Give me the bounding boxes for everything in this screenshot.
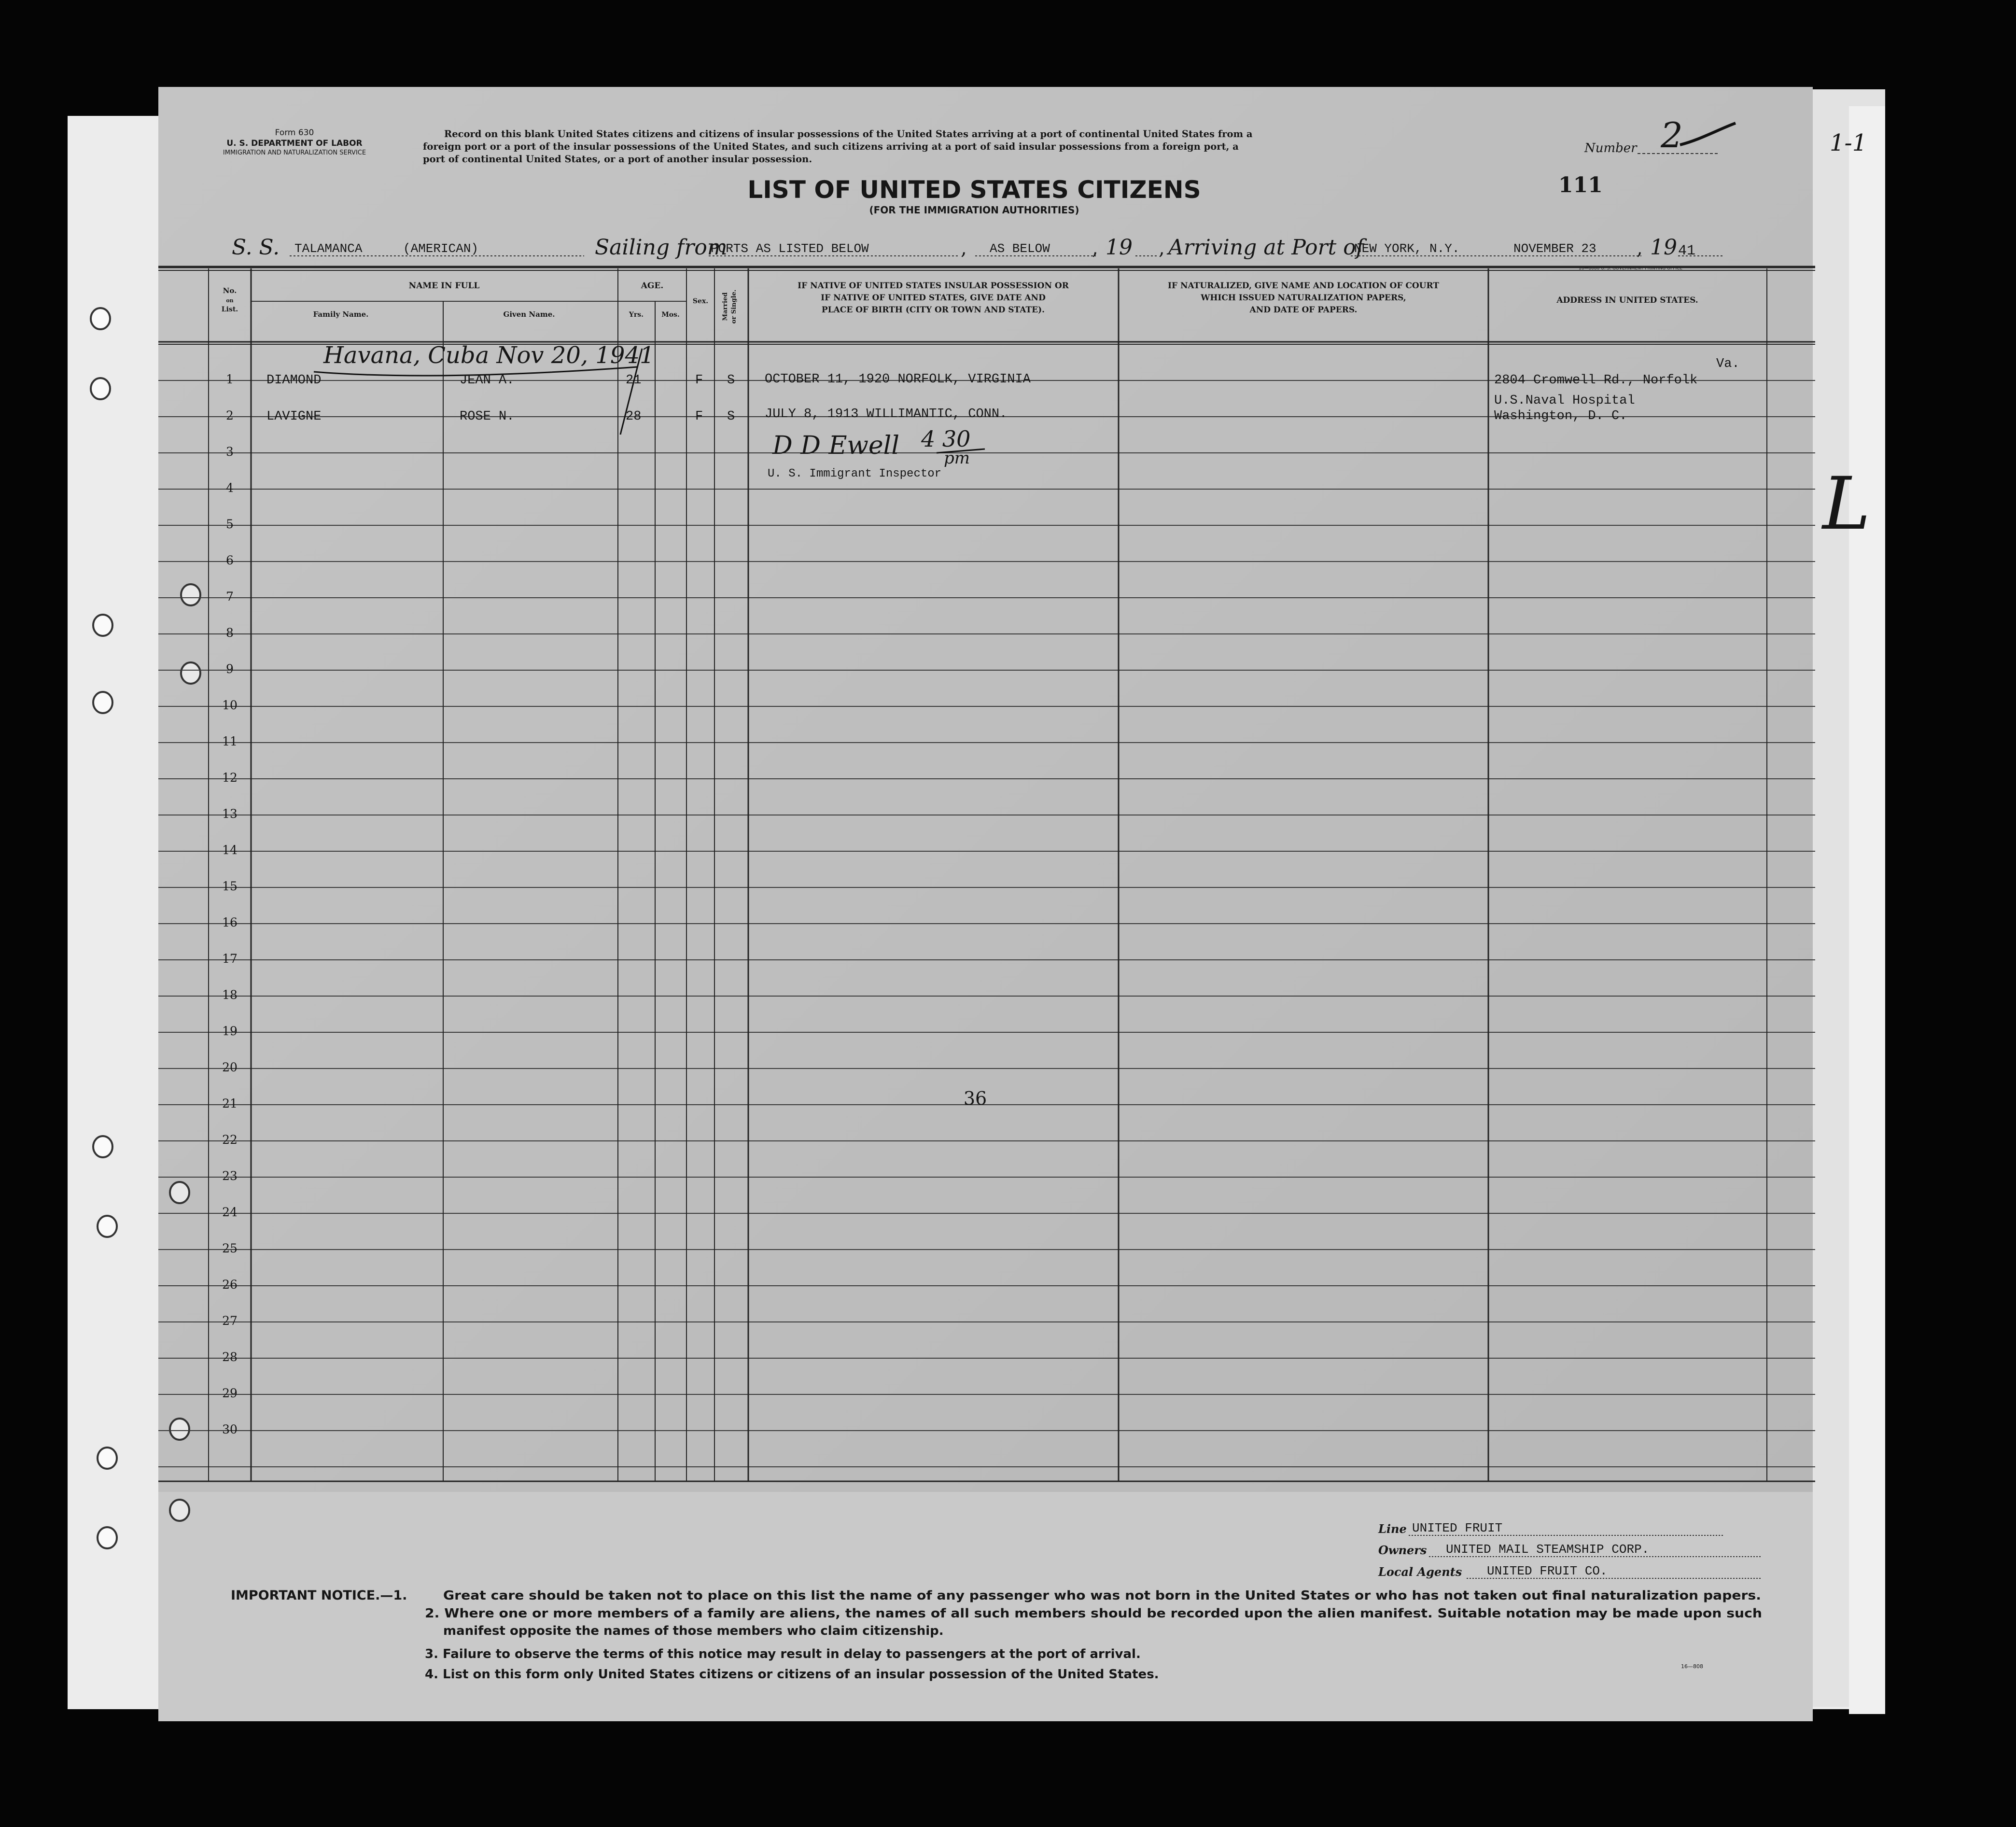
col-sex: Sex. xyxy=(692,297,709,305)
binder-hole xyxy=(170,1419,189,1440)
notice-line-3: manifest opposite the names of those members who claim citizenship. xyxy=(443,1624,944,1638)
binder-hole xyxy=(93,1136,112,1157)
row-number: 27 xyxy=(222,1314,238,1328)
row-number: 2 xyxy=(226,408,234,422)
row-number: 11 xyxy=(222,734,238,748)
col-native-1: IF NATIVE OF UNITED STATES INSULAR POSSESSION OR xyxy=(798,281,1069,291)
address-line-1: U.S.Naval Hospital xyxy=(1494,394,1635,408)
sex: F xyxy=(695,409,703,424)
page-subtitle: (FOR THE IMMIGRATION AUTHORITIES) xyxy=(869,204,1079,216)
inspector-time-suffix: pm xyxy=(944,449,970,468)
col-no-1: No. xyxy=(223,286,237,295)
address-state: Va. xyxy=(1716,357,1740,371)
binder-hole xyxy=(91,308,110,329)
col-married-1: Married xyxy=(722,292,729,321)
row-number: 1 xyxy=(226,372,234,386)
notice-line-5: 4. List on this form only United States citizens or citizens of an insular possession of the United States. xyxy=(425,1667,1159,1682)
col-naturalized-3: AND DATE OF PAPERS. xyxy=(1249,305,1358,315)
print-code: 16—808 xyxy=(1681,1663,1703,1670)
marital-status: S xyxy=(727,373,735,388)
side-mark: L xyxy=(1822,462,1871,546)
row-number: 7 xyxy=(226,590,234,604)
notice-line-1: Great care should be taken not to place on this list the name of any passenger who was not born in the United States or who has not taken out final naturalization papers. xyxy=(443,1588,1761,1603)
binder-hole xyxy=(93,692,112,713)
family-name: LAVIGNE xyxy=(266,409,322,424)
number-value: 2 xyxy=(1661,115,1683,155)
age-years: 28 xyxy=(626,409,642,424)
arrival-port: NEW YORK, N.Y. xyxy=(1354,241,1460,256)
binder-hole xyxy=(98,1216,117,1237)
center-stamp: 36 xyxy=(963,1088,987,1109)
department: U. S. DEPARTMENT OF LABOR xyxy=(226,139,363,148)
form-id: Form 630 xyxy=(275,128,314,138)
sailing-date: AS BELOW xyxy=(990,241,1050,256)
birth-info: JULY 8, 1913 WILLIMANTIC, CONN. xyxy=(765,407,1008,422)
line-value: UNITED FRUIT xyxy=(1412,1521,1503,1535)
row-number: 30 xyxy=(222,1422,238,1436)
row-number: 17 xyxy=(222,952,238,966)
inspector-title: U. S. Immigrant Inspector xyxy=(768,467,942,480)
year-prefix-1: 19 xyxy=(1106,235,1133,260)
corner-mark: 1-1 xyxy=(1830,129,1867,156)
col-no-3: List. xyxy=(221,306,238,313)
agents-value: UNITED FRUIT CO. xyxy=(1487,1564,1608,1578)
row-number: 23 xyxy=(222,1169,238,1183)
instruction-line-2: foreign port or a port of the insular possessions of the United States, and such citizens arriving at a port of said insular possessions from a foreign port, a xyxy=(423,141,1239,152)
ship-name: TALAMANCA xyxy=(294,241,363,256)
row-number: 4 xyxy=(226,481,234,495)
col-age: AGE. xyxy=(641,281,664,291)
row-number: 12 xyxy=(222,771,238,785)
instruction-line-1: Record on this blank United States citizens and citizens of insular possessions of the United States arriving at a port of continental United States from a xyxy=(444,128,1253,140)
row-number: 3 xyxy=(226,445,234,459)
col-native-2: IF NATIVE OF UNITED STATES, GIVE DATE AND xyxy=(821,293,1046,303)
row-number: 6 xyxy=(226,553,234,567)
binder-hole xyxy=(93,615,112,636)
form-sheet xyxy=(158,87,1813,1721)
ship-flag: (AMERICAN) xyxy=(403,241,479,256)
col-address: ADDRESS IN UNITED STATES. xyxy=(1556,295,1698,305)
birth-info: OCTOBER 11, 1920 NORFOLK, VIRGINIA xyxy=(765,372,1031,387)
row-number: 16 xyxy=(222,915,238,929)
col-naturalized-1: IF NATURALIZED, GIVE NAME AND LOCATION OF COURT xyxy=(1168,281,1439,291)
col-yrs: Yrs. xyxy=(629,311,644,319)
row-number: 9 xyxy=(226,662,234,676)
binder-hole xyxy=(181,662,200,684)
row-number: 18 xyxy=(222,988,238,1002)
arriving-label: Arriving at Port of xyxy=(1168,235,1364,260)
row-number: 15 xyxy=(222,879,238,893)
col-naturalized-2: WHICH ISSUED NATURALIZATION PAPERS, xyxy=(1201,293,1406,303)
comma-4: , xyxy=(1637,237,1643,259)
line-label: Line xyxy=(1378,1522,1407,1536)
col-name-in-full: NAME IN FULL xyxy=(408,281,480,291)
row-number: 26 xyxy=(222,1278,238,1292)
row-number: 20 xyxy=(222,1060,238,1074)
sailing-label: Sailing from xyxy=(595,235,728,260)
row-number: 5 xyxy=(226,517,234,531)
row-number: 24 xyxy=(222,1205,238,1219)
binder-hole xyxy=(91,378,110,399)
agents-label: Local Agents xyxy=(1378,1565,1462,1579)
handwritten-port: Havana, Cuba Nov 20, 1941 xyxy=(323,342,655,369)
row-number: 29 xyxy=(222,1386,238,1400)
address-line-1: 2804 Cromwell Rd., Norfolk xyxy=(1494,373,1698,388)
col-native-3: PLACE OF BIRTH (CITY OR TOWN AND STATE). xyxy=(821,305,1045,315)
col-family-name: Family Name. xyxy=(313,310,369,319)
row-number: 21 xyxy=(222,1096,238,1110)
backing-page-right-edge xyxy=(1849,106,1885,1714)
owners-label: Owners xyxy=(1378,1543,1427,1557)
binder-hole xyxy=(170,1182,189,1203)
row-number: 19 xyxy=(222,1024,238,1038)
number-label: Number xyxy=(1584,141,1637,155)
sex: F xyxy=(695,373,703,388)
row-number: 13 xyxy=(222,807,238,821)
instruction-line-3: port of continental United States, or a port of another insular possession. xyxy=(423,154,812,165)
row-number: 8 xyxy=(226,626,234,640)
page-title: LIST OF UNITED STATES CITIZENS xyxy=(747,176,1201,204)
col-mos: Mos. xyxy=(661,311,680,319)
row-number: 25 xyxy=(222,1241,238,1255)
comma-3: , xyxy=(1159,237,1165,259)
binder-hole xyxy=(98,1448,117,1469)
notice-title: IMPORTANT NOTICE.—1. xyxy=(231,1588,407,1603)
printer-note: 16—8080 U. S. GOVERNMENT PRINTING OFFICE xyxy=(1579,266,1683,271)
col-given-name: Given Name. xyxy=(503,310,555,319)
owners-value: UNITED MAIL STEAMSHIP CORP. xyxy=(1446,1542,1650,1557)
comma-2: , xyxy=(1092,237,1098,259)
notice-line-4: 3. Failure to observe the terms of this notice may result in delay to passengers at the port of arrival. xyxy=(425,1647,1141,1661)
ss-label: S. S. xyxy=(232,235,280,260)
given-name: JEAN A. xyxy=(460,373,515,388)
comma-1: , xyxy=(961,237,967,259)
binder-hole xyxy=(181,584,200,605)
year-suffix-2: 41 xyxy=(1678,243,1696,259)
notice-line-2: 2. Where one or more members of a family are aliens, the names of all such members should be recorded upon the alien manifest. Suitable notation may be made upon such xyxy=(425,1606,1762,1621)
marital-status: S xyxy=(727,409,735,424)
age-years: 21 xyxy=(626,373,642,388)
row-number: 10 xyxy=(222,698,238,712)
service: IMMIGRATION AND NATURALIZATION SERVICE xyxy=(223,149,366,156)
binder-hole xyxy=(98,1527,117,1548)
address-line-2: Washington, D. C. xyxy=(1494,409,1627,423)
inspector-signature: D D Ewell xyxy=(772,431,899,460)
page-stamp: 111 xyxy=(1558,173,1603,197)
arrival-date: NOVEMBER 23 xyxy=(1513,241,1596,256)
inspector-time: 4 30 xyxy=(921,426,971,452)
sailing-from: PORTS AS LISTED BELOW xyxy=(711,241,869,256)
year-prefix-2: 19 xyxy=(1650,235,1677,260)
col-no-2: on xyxy=(226,297,234,304)
row-number: 14 xyxy=(222,843,238,857)
family-name: DIAMOND xyxy=(266,373,322,388)
row-number: 22 xyxy=(222,1133,238,1147)
binder-hole xyxy=(170,1500,189,1521)
col-married-2: or Single. xyxy=(730,289,738,324)
row-number: 28 xyxy=(222,1350,238,1364)
given-name: ROSE N. xyxy=(460,409,515,424)
